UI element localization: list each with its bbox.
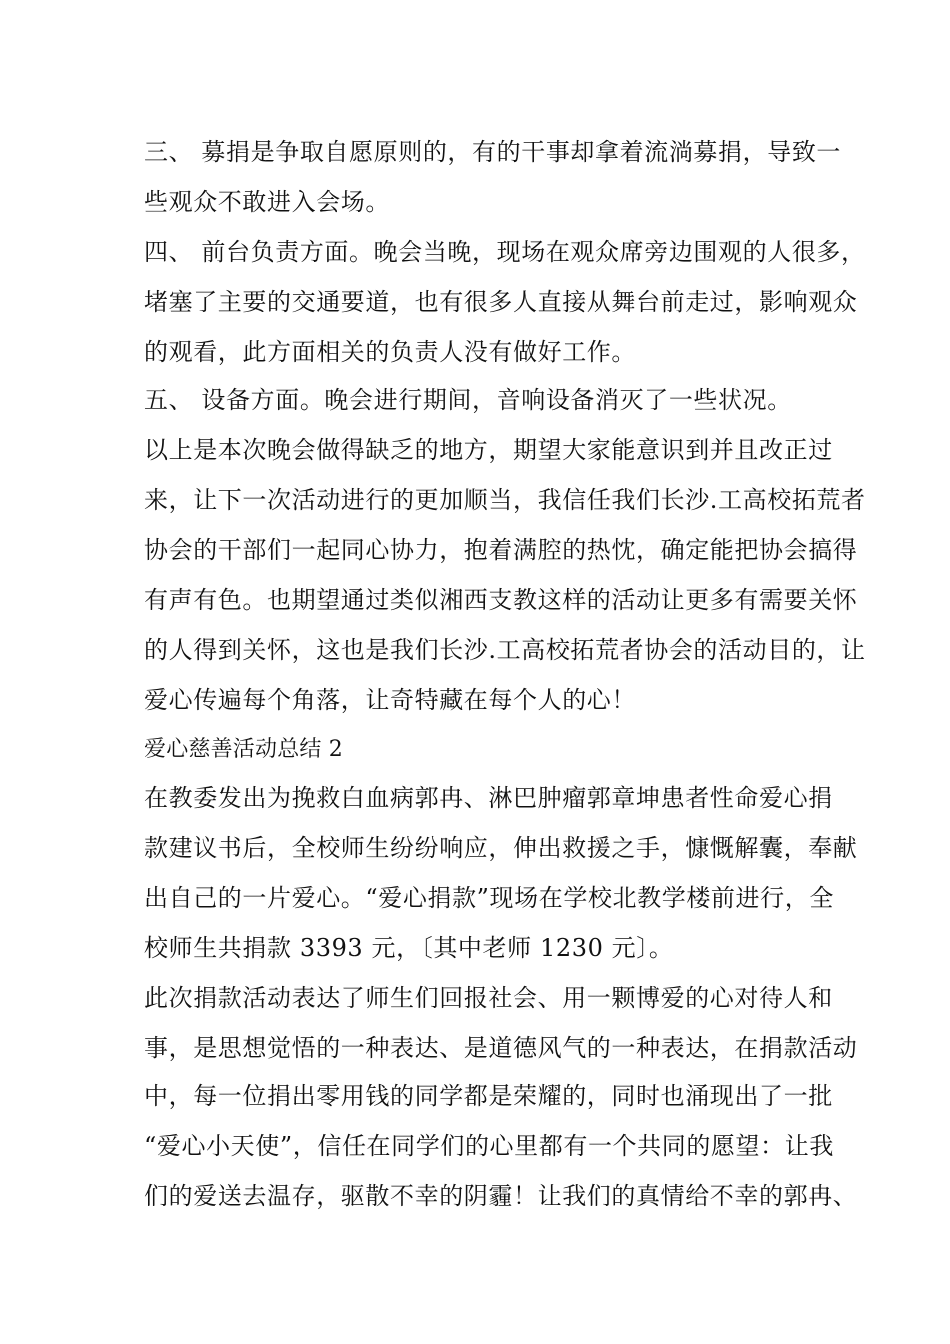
paragraph-line: 爱心传遍每个角落，让奇特藏在每个人的心！ — [144, 686, 636, 714]
paragraph-line: 来，让下一次活动进行的更加顺当，我信任我们长沙.工高校拓荒者 — [144, 486, 866, 514]
section-heading: 爱心慈善活动总结 2 — [144, 737, 343, 762]
paragraph-line: 四、 前台负责方面。晚会当晚，现场在观众席旁边围观的人很多， — [144, 238, 866, 266]
paragraph-line: 中，每一位捐出零用钱的同学都是荣耀的，同时也涌现出了一批 — [144, 1082, 833, 1110]
paragraph-line: 出自己的一片爱心。“爱心捐款”现场在学校北教学楼前进行，全 — [144, 884, 834, 912]
paragraph-line: 款建议书后，全校师生纷纷响应，伸出救援之手，慷慨解囊，奉献 — [144, 834, 858, 862]
paragraph-line: 事，是思想觉悟的一种表达、是道德风气的一种表达，在捐款活动 — [144, 1034, 858, 1062]
paragraph-line: 们的爱送去温存，驱散不幸的阴霾！让我们的真情给不幸的郭冉、 — [144, 1182, 858, 1210]
paragraph-line: 的观看，此方面相关的负责人没有做好工作。 — [144, 338, 636, 366]
paragraph-line: 以上是本次晚会做得缺乏的地方，期望大家能意识到并且改正过 — [144, 436, 833, 464]
paragraph-line: 五、 设备方面。晚会进行期间，音响设备消灭了一些状况。 — [144, 386, 792, 414]
paragraph-line: 些观众不敢进入会场。 — [144, 188, 390, 216]
paragraph-line: 的人得到关怀，这也是我们长沙.工高校拓荒者协会的活动目的，让 — [144, 636, 866, 664]
paragraph-line: 有声有色。也期望通过类似湘西支教这样的活动让更多有需要关怀 — [144, 586, 858, 614]
paragraph-line: 此次捐款活动表达了师生们回报社会、用一颗博爱的心对待人和 — [144, 984, 833, 1012]
paragraph-line: 协会的干部们一起同心协力，抱着满腔的热忱，确定能把协会搞得 — [144, 536, 858, 564]
paragraph-line: 堵塞了主要的交通要道，也有很多人直接从舞台前走过，影响观众 — [144, 288, 858, 316]
paragraph-line: 在教委发出为挽救白血病郭冉、淋巴肿瘤郭章坤患者性命爱心捐 — [144, 784, 833, 812]
paragraph-line: 三、 募捐是争取自愿原则的，有的干事却拿着流淌募捐，导致一 — [144, 138, 842, 166]
paragraph-line: 校师生共捐款 3393 元，〔其中老师 1230 元〕。 — [144, 934, 674, 962]
paragraph-line: “爱心小天使”，信任在同学们的心里都有一个共同的愿望：让我 — [144, 1132, 834, 1160]
